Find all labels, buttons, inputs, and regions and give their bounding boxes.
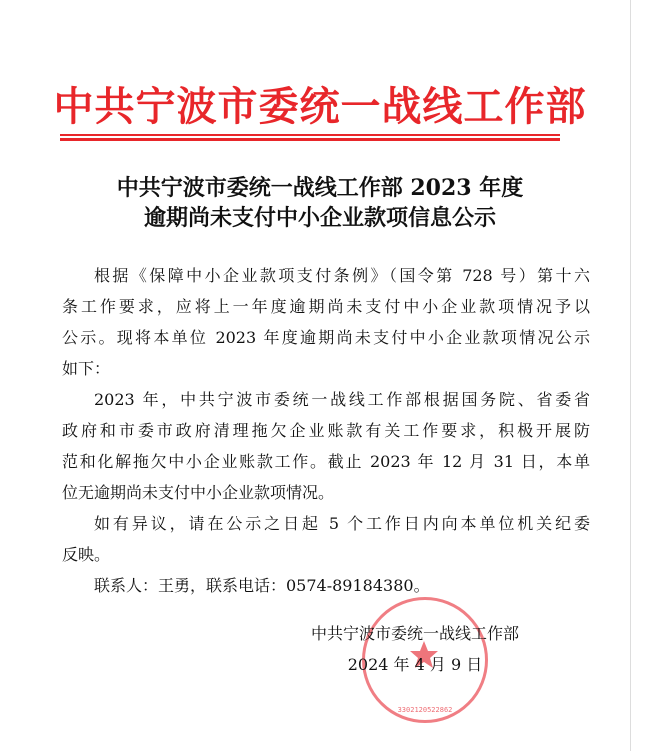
paragraph-3: [62, 508, 590, 570]
document-body: [62, 260, 590, 601]
seal-code: 3302120522862: [397, 706, 453, 714]
signature-org: 中共宁波市委统一战线工作部: [310, 624, 519, 643]
text-line: 根据《保障中小企业款项支付条例》（国令第 728 号）第十六: [94, 266, 590, 285]
paragraph-1: [62, 260, 590, 384]
text-line: 位无逾期尚未支付中小企业款项情况。: [62, 483, 335, 502]
letterhead-title: 中共宁波市委统一战线工作部: [53, 83, 587, 130]
text-line: 公示。现将本单位 2023 年度逾期尚未支付中小企业款项情况公示: [62, 328, 590, 347]
document-title: [40, 173, 600, 233]
text-line: 联系人：王勇，联系电话：0574-89184380。: [94, 576, 430, 595]
text-line: 条工作要求，应将上一年度逾期尚未支付中小企业款项情况予以: [62, 297, 590, 316]
text-line: 如有异议，请在公示之日起 5 个工作日内向本单位机关纪委: [94, 514, 590, 533]
signature-block: [300, 618, 530, 680]
text-line: 2023 年，中共宁波市委统一战线工作部根据国务院、省委省: [94, 390, 590, 409]
paragraph-contact: [62, 570, 590, 601]
text-line: 范和化解拖欠中小企业账款工作。截止 2023 年 12 月 31 日，本单: [62, 452, 590, 471]
page-edge: [630, 0, 631, 751]
text-line: 如下：: [62, 359, 111, 378]
letterhead-rule-thick: [60, 138, 560, 141]
text-line: 反映。: [62, 545, 111, 564]
title-line-1: 中共宁波市委统一战线工作部 2023 年度: [116, 175, 524, 201]
signature-date: 2024 年 4 月 9 日: [347, 655, 483, 674]
text-line: 政府和市委市政府清理拖欠企业账款有关工作要求，积极开展防: [62, 421, 590, 440]
paragraph-2: [62, 384, 590, 508]
title-line-2: 逾期尚未支付中小企业款项信息公示: [143, 205, 496, 231]
letterhead-rule: [60, 134, 560, 136]
